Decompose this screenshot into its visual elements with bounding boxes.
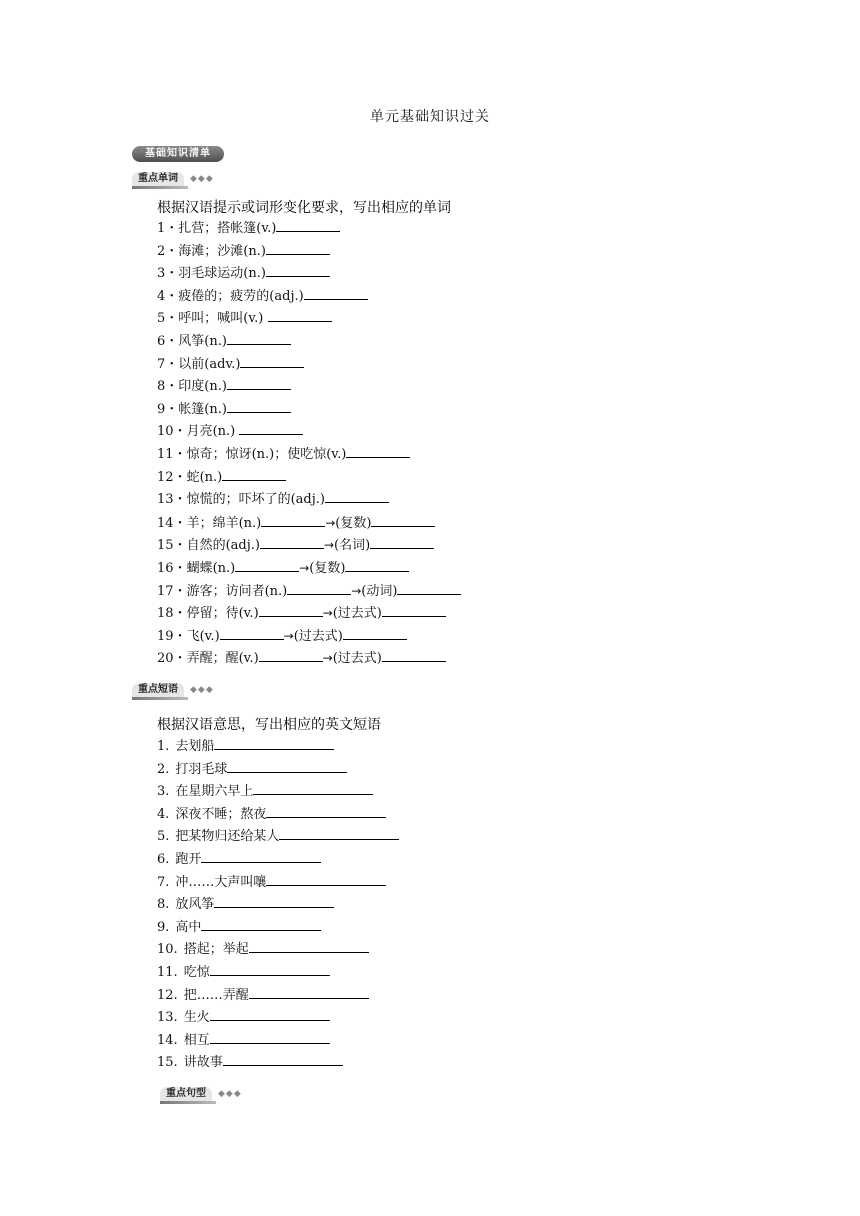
words-instruction: 根据汉语提示或词形变化要求，写出相应的单词 [157, 200, 451, 216]
arrow-icon: → [323, 538, 335, 553]
answer-blank[interactable] [235, 559, 299, 572]
answer-blank[interactable] [227, 760, 347, 773]
word-item-prompt: 羽毛球运动(n.) [178, 266, 266, 282]
answer-blank[interactable] [279, 827, 399, 840]
phrase-item-prompt: 吃惊 [183, 964, 210, 980]
phrase-item-prompt: 搭起；举起 [183, 942, 249, 958]
separator: ・ [173, 492, 187, 508]
phrase-item-prompt: 相互 [183, 1032, 210, 1048]
phrase-item-number: 13. [157, 1010, 178, 1026]
tag-key-phrases-label: 重点短语 [132, 683, 184, 697]
tag-key-sentences-label: 重点句型 [160, 1087, 212, 1101]
tag-key-phrases [132, 683, 214, 701]
phrase-item-number: 3. [157, 784, 170, 800]
diamond-dots-icon: ◆◆◆ [218, 1089, 242, 1099]
answer-blank[interactable] [397, 582, 461, 595]
word-item-prompt: 扎营；搭帐篷(v.) [178, 221, 277, 236]
separator: ・ [165, 401, 179, 417]
answer-blank[interactable] [266, 805, 386, 818]
answer-blank[interactable] [201, 850, 321, 863]
phrase-item-prompt: 去划船 [175, 739, 215, 754]
separator: ・ [173, 560, 187, 576]
word-item-number: 18 [157, 606, 174, 622]
word-form-hint: (复数) [335, 515, 372, 531]
word-item [157, 286, 461, 309]
phrase-item-prompt: 深夜不睡；熬夜 [175, 806, 267, 822]
word-item [157, 557, 461, 580]
answer-blank[interactable] [227, 377, 291, 390]
phrase-item-number: 10. [157, 942, 178, 958]
word-item-number: 1 [157, 221, 166, 236]
answer-blank[interactable] [370, 536, 434, 549]
word-item-number: 2 [157, 243, 166, 259]
separator: ・ [173, 628, 187, 644]
word-item-number: 20 [157, 651, 174, 667]
answer-blank[interactable] [214, 895, 334, 908]
phrase-item [157, 872, 399, 895]
separator: ・ [165, 311, 179, 327]
arrow-icon: → [283, 628, 294, 643]
page-title: 单元基础知识过关 [370, 109, 490, 125]
word-form-hint: (过去式) [332, 606, 382, 622]
word-item [157, 625, 461, 648]
separator: ・ [173, 515, 187, 531]
word-item-prompt: 惊奇；惊讶(n.)；使吃惊(v.) [186, 446, 347, 462]
word-item [157, 534, 461, 557]
answer-blank[interactable] [382, 604, 446, 617]
phrase-item [157, 736, 399, 759]
word-item-prompt: 帐篷(n.) [178, 401, 227, 417]
phrase-item-number: 8. [157, 897, 170, 913]
word-form-hint: (过去式) [332, 651, 382, 667]
answer-blank[interactable] [253, 782, 373, 795]
phrase-item-number: 5. [157, 829, 170, 845]
word-item-prompt: 羊；绵羊(n.) [186, 515, 262, 531]
word-item-number: 14 [157, 515, 174, 531]
tag-underline [132, 697, 188, 700]
separator: ・ [165, 221, 179, 236]
word-item [157, 241, 461, 264]
phrase-item-prompt: 高中 [175, 919, 202, 935]
word-item-number: 7 [157, 356, 166, 372]
word-item-prompt: 呼叫；喊叫(v.) [178, 311, 268, 327]
phrase-item [157, 917, 399, 940]
separator: ・ [173, 606, 187, 622]
phrase-item-number: 14. [157, 1032, 178, 1048]
phrase-item-number: 12. [157, 987, 178, 1003]
word-item-prompt: 蛇(n.) [186, 469, 223, 485]
word-item [157, 444, 461, 467]
word-item [157, 489, 461, 512]
answer-blank[interactable] [227, 400, 291, 413]
word-item-number: 16 [157, 560, 174, 576]
answer-blank[interactable] [261, 514, 325, 527]
answer-blank[interactable] [268, 309, 332, 322]
word-item [157, 512, 461, 535]
word-item-prompt: 海滩；沙滩(n.) [178, 243, 266, 259]
answer-blank[interactable] [345, 559, 409, 572]
word-item-number: 6 [157, 333, 166, 349]
tag-key-sentences [160, 1087, 242, 1105]
phrase-item-prompt: 跑开 [175, 851, 202, 867]
phrase-item [157, 939, 399, 962]
word-form-hint: (名词) [334, 538, 371, 554]
phrase-item [157, 1052, 399, 1075]
tag-underline [132, 186, 188, 189]
diamond-dots-icon: ◆◆◆ [190, 174, 214, 184]
word-item-number: 19 [157, 628, 174, 644]
word-item [157, 331, 461, 354]
phrase-item [157, 804, 399, 827]
phrase-item-prompt: 把某物归还给某人 [175, 829, 280, 845]
phrases-list [157, 736, 399, 1075]
word-item-prompt: 惊慌的；吓坏了的(adj.) [186, 492, 325, 508]
word-item-number: 13 [157, 492, 174, 508]
phrase-item [157, 962, 399, 985]
answer-blank[interactable] [276, 219, 340, 232]
answer-blank[interactable] [227, 332, 291, 345]
word-item-prompt: 印度(n.) [178, 379, 227, 395]
separator: ・ [173, 538, 187, 554]
answer-blank[interactable] [249, 986, 369, 999]
word-item [157, 602, 461, 625]
word-item [157, 218, 461, 241]
phrase-item-prompt: 在星期六早上 [175, 784, 254, 800]
answer-blank[interactable] [239, 422, 303, 435]
phrase-item-number: 1. [157, 739, 170, 754]
answer-blank[interactable] [223, 1053, 343, 1066]
tag-key-words-label: 重点单词 [132, 172, 184, 186]
separator: ・ [165, 266, 179, 282]
word-item [157, 467, 461, 490]
word-item [157, 421, 461, 444]
answer-blank[interactable] [382, 649, 446, 662]
separator: ・ [165, 379, 179, 395]
word-item [157, 376, 461, 399]
phrase-item-prompt: 冲……大声叫嚷 [175, 874, 267, 890]
phrase-item-number: 4. [157, 806, 170, 822]
phrase-item-prompt: 放风筝 [175, 897, 215, 913]
word-form-hint: (过去式) [293, 628, 343, 644]
separator: ・ [173, 469, 187, 485]
answer-blank[interactable] [240, 355, 304, 368]
word-item-number: 4 [157, 288, 166, 304]
word-form-hint: (动词) [361, 583, 398, 599]
word-form-hint: (复数) [309, 560, 346, 576]
phrase-item-prompt: 生火 [183, 1010, 210, 1026]
arrow-icon: → [299, 560, 310, 575]
answer-blank[interactable] [210, 1008, 330, 1021]
phrase-item-prompt: 把……弄醒 [183, 987, 249, 1003]
phrase-item-number: 9. [157, 919, 170, 935]
arrow-icon: → [351, 583, 362, 598]
answer-blank[interactable] [249, 940, 369, 953]
phrase-item-number: 7. [157, 874, 170, 890]
arrow-icon: → [322, 606, 333, 621]
phrase-item [157, 759, 399, 782]
arrow-icon: → [325, 515, 336, 530]
word-item-number: 10 [157, 424, 174, 440]
answer-blank[interactable] [260, 536, 324, 549]
section-pill-basic-knowledge: 基础知识清单 [132, 146, 224, 162]
word-item-prompt: 飞(v.) [186, 628, 220, 644]
answer-blank[interactable] [304, 287, 368, 300]
answer-blank[interactable] [220, 627, 284, 640]
word-item [157, 263, 461, 286]
word-item [157, 354, 461, 377]
answer-blank[interactable] [266, 873, 386, 886]
phrase-item [157, 826, 399, 849]
word-item-number: 9 [157, 401, 166, 417]
word-item [157, 308, 461, 331]
answer-blank[interactable] [266, 242, 330, 255]
answer-blank[interactable] [346, 445, 410, 458]
answer-blank[interactable] [210, 1031, 330, 1044]
word-item-number: 3 [157, 266, 166, 282]
diamond-dots-icon: ◆◆◆ [190, 685, 214, 695]
separator: ・ [173, 651, 187, 667]
phrase-item [157, 1007, 399, 1030]
answer-blank[interactable] [325, 490, 389, 503]
word-item-prompt: 自然的(adj.) [186, 538, 260, 554]
answer-blank[interactable] [266, 264, 330, 277]
word-item-prompt: 风筝(n.) [178, 333, 227, 349]
answer-blank[interactable] [222, 468, 286, 481]
phrase-item-number: 6. [157, 851, 170, 867]
separator: ・ [173, 583, 187, 599]
answer-blank[interactable] [210, 963, 330, 976]
separator: ・ [165, 356, 179, 372]
answer-blank[interactable] [343, 627, 407, 640]
separator: ・ [165, 333, 179, 349]
phrase-item-number: 2. [157, 761, 170, 777]
separator: ・ [165, 288, 179, 304]
word-item-prompt: 月亮(n.) [186, 424, 240, 440]
word-item-prompt: 弄醒；醒(v.) [186, 651, 259, 667]
phrase-item [157, 985, 399, 1008]
phrase-item-number: 11. [157, 964, 178, 980]
word-item-number: 11 [157, 446, 174, 462]
word-item-number: 5 [157, 311, 166, 327]
separator: ・ [173, 446, 187, 462]
word-item-prompt: 蝴蝶(n.) [186, 560, 236, 576]
answer-blank[interactable] [201, 918, 321, 931]
separator: ・ [165, 243, 179, 259]
phrase-item-prompt: 讲故事 [183, 1055, 223, 1071]
answer-blank[interactable] [214, 737, 334, 750]
word-item [157, 580, 461, 603]
word-item [157, 647, 461, 670]
word-item-prompt: 以前(adv.) [178, 356, 241, 372]
phrase-item [157, 1030, 399, 1053]
answer-blank[interactable] [259, 649, 323, 662]
phrase-item [157, 894, 399, 917]
phrase-item [157, 849, 399, 872]
phrase-item-number: 15. [157, 1055, 178, 1071]
word-item-prompt: 停留；待(v.) [186, 606, 259, 622]
answer-blank[interactable] [259, 604, 323, 617]
word-item-number: 12 [157, 469, 174, 485]
word-item-prompt: 游客；访问者(n.) [186, 583, 288, 599]
tag-key-words [132, 172, 214, 190]
phrase-item-prompt: 打羽毛球 [175, 761, 228, 777]
answer-blank[interactable] [371, 514, 435, 527]
word-item-number: 15 [157, 538, 174, 554]
words-list [157, 218, 461, 670]
phrase-item [157, 781, 399, 804]
separator: ・ [173, 424, 187, 440]
tag-underline [160, 1101, 216, 1104]
arrow-icon: → [322, 651, 333, 666]
word-item-number: 8 [157, 379, 166, 395]
word-item-number: 17 [157, 583, 174, 599]
phrases-instruction: 根据汉语意思，写出相应的英文短语 [157, 717, 381, 733]
word-item [157, 399, 461, 422]
word-item-prompt: 疲倦的；疲劳的(adj.) [178, 288, 304, 304]
answer-blank[interactable] [287, 582, 351, 595]
